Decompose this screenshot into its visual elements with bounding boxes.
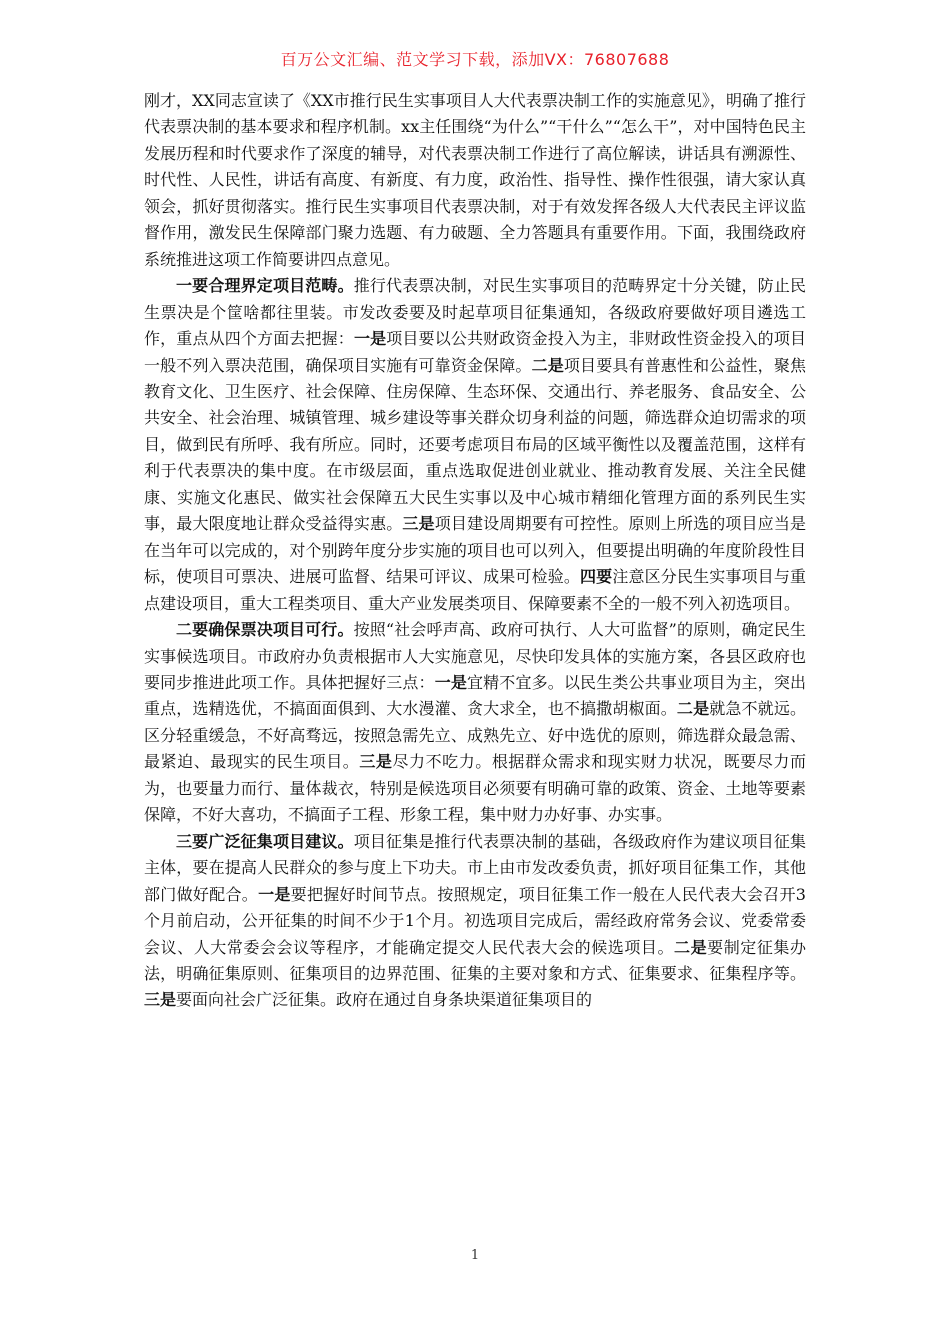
paragraph-text: 要制定征集办法，明确征集原则、征集项目的边界范围、征集的主要对象和方式、征集要求、征集程序等。: [144, 937, 806, 983]
paragraph-text: 刚才，XX同志宣读了《XX市推行民生实事项目人大代表票决制工作的实施意见》，明确了推行代表票决制的基本要求和程序机制。xx主任围绕“为什么”“干什么”“怎么干”，对中国特色民主发展历程和时代要求作了深度的辅导，对代表票决制工作进行了高位解读，讲话具有溯源性、时代性、人民性，讲话有高度、有新度、有力度，政治性、指导性、操作性很强，请大家认真领会，抓好贯彻落实。推行民生实事项目代表票决制，对于有效发挥各级人大代表民主评议监督作用，激发民生保障部门聚力选题、有力破题、全力答题具有重要作用。下面，我围绕政府系统推进这项工作简要讲四点意见。: [144, 91, 806, 269]
bold-lead-text: 四要: [580, 567, 613, 587]
bold-lead-text: 二是: [531, 355, 564, 375]
paragraph-text: 按照“社会呼声高、政府可执行、人大可监督”的原则，确定民生实事候选项目。市政府办负责根据市人大实施意见，尽快印发具体的实施方案，各县区政府也要同步推进此项工作。具体把握好三点：: [144, 620, 806, 692]
bold-lead-text: 二是: [674, 937, 708, 957]
page-number: 1: [470, 1248, 480, 1263]
body-text: [144, 88, 806, 1014]
paragraph-text: 项目要以公共财政资金投入为主，非财政性资金投入的项目一般不列入票决范围，确保项目实施有可靠资金保障。: [144, 329, 806, 375]
paragraph-section-1: [144, 273, 806, 617]
paragraph-intro: [144, 88, 806, 273]
bold-lead-text: 二是: [676, 699, 710, 719]
paragraph-text: 就急不就远。区分轻重缓急，不好高骛远，按照急需先立、成熟先立、好中选优的原则，筛选群众最急需、最紧迫、最现实的民生项目。: [144, 699, 806, 772]
bold-lead-text: 一是: [434, 672, 467, 692]
paragraph-text: 尽力不吃力。根据群众需求和现实财力状况，既要尽力而为，也要量力而行、量体裁衣，特别是候选项目必须要有明确可靠的政策、资金、土地等要素保障，不好大喜功，不搞面子工程、形象工程，集中财力办好事、办实事。: [144, 752, 806, 825]
bold-lead-text: 一要合理界定项目范畴。: [176, 276, 354, 296]
paragraph-section-3: [144, 829, 806, 1014]
bold-lead-text: 三要广泛征集项目建议。: [176, 831, 354, 851]
bold-lead-text: 二要确保票决项目可行。: [176, 620, 354, 640]
header-banner: 百万公文汇编、范文学习下载，添加VX：76807688: [280, 50, 670, 69]
paragraph-text: 注意区分民生实事项目与重点建设项目，重大工程类项目、重大产业发展类项目、保障要素不全的一般不列入初选项目。: [144, 567, 806, 613]
paragraph-text: 项目建设周期要有可控性。原则上所选的项目应当是在当年可以完成的，对个别跨年度分步实施的项目也可以列入，但要提出明确的年度阶段性目标，使项目可票决、进展可监督、结果可评议、成果可检验。: [144, 514, 806, 587]
paragraph-text: 要面向社会广泛征集。政府在通过自身条块渠道征集项目的: [176, 990, 593, 1010]
bold-lead-text: 三是: [144, 990, 177, 1010]
paragraph-text: 宜精不宜多。以民生类公共事业项目为主，突出重点，选精选优，不搞面面俱到、大水漫灌、贪大求全，也不搞撒胡椒面。: [144, 672, 806, 719]
bold-lead-text: 一是: [258, 884, 291, 904]
paragraph-section-2: [144, 617, 806, 829]
bold-lead-text: 三是: [402, 514, 435, 534]
paragraph-text: 推行代表票决制，对民生实事项目的范畴界定十分关键，防止民生票决是个筐啥都往里装。市发改委要及时起草项目征集通知，各级政府要做好项目遴选工作，重点从四个方面去把握：: [144, 276, 806, 349]
paragraph-text: 要把握好时间节点。按照规定，项目征集工作一般在人民代表大会召开3个月前启动，公开征集的时间不少于1个月。初选项目完成后，需经政府常务会议、党委常委会议、人大常委会会议等程序，才能确定提交人民代表大会的候选项目。: [144, 884, 806, 957]
bold-lead-text: 一是: [353, 329, 387, 349]
bold-lead-text: 三是: [359, 752, 393, 772]
paragraph-text: 项目要具有普惠性和公益性，聚焦教育文化、卫生医疗、社会保障、住房保障、生态环保、交通出行、养老服务、食品安全、公共安全、社会治理、城镇管理、城乡建设等事关群众切身利益的问题，筛选群众迫切需求的项目，做到民有所呼、我有所应。同时，还要考虑项目布局的区域平衡性以及覆盖范围，这样有利于代表票决的集中度。在市级层面，重点选取促进创业就业、推动教育发展、关注全民健康、实施文化惠民、做实社会保障五大民生实事以及中心城市精细化管理方面的系列民生实事，最大限度地让群众受益得实惠。: [144, 355, 806, 534]
paragraph-text: 项目征集是推行代表票决制的基础，各级政府作为建议项目征集主体，要在提高人民群众的参与度上下功夫。市上由市发改委负责，抓好项目征集工作，其他部门做好配合。: [144, 831, 806, 904]
